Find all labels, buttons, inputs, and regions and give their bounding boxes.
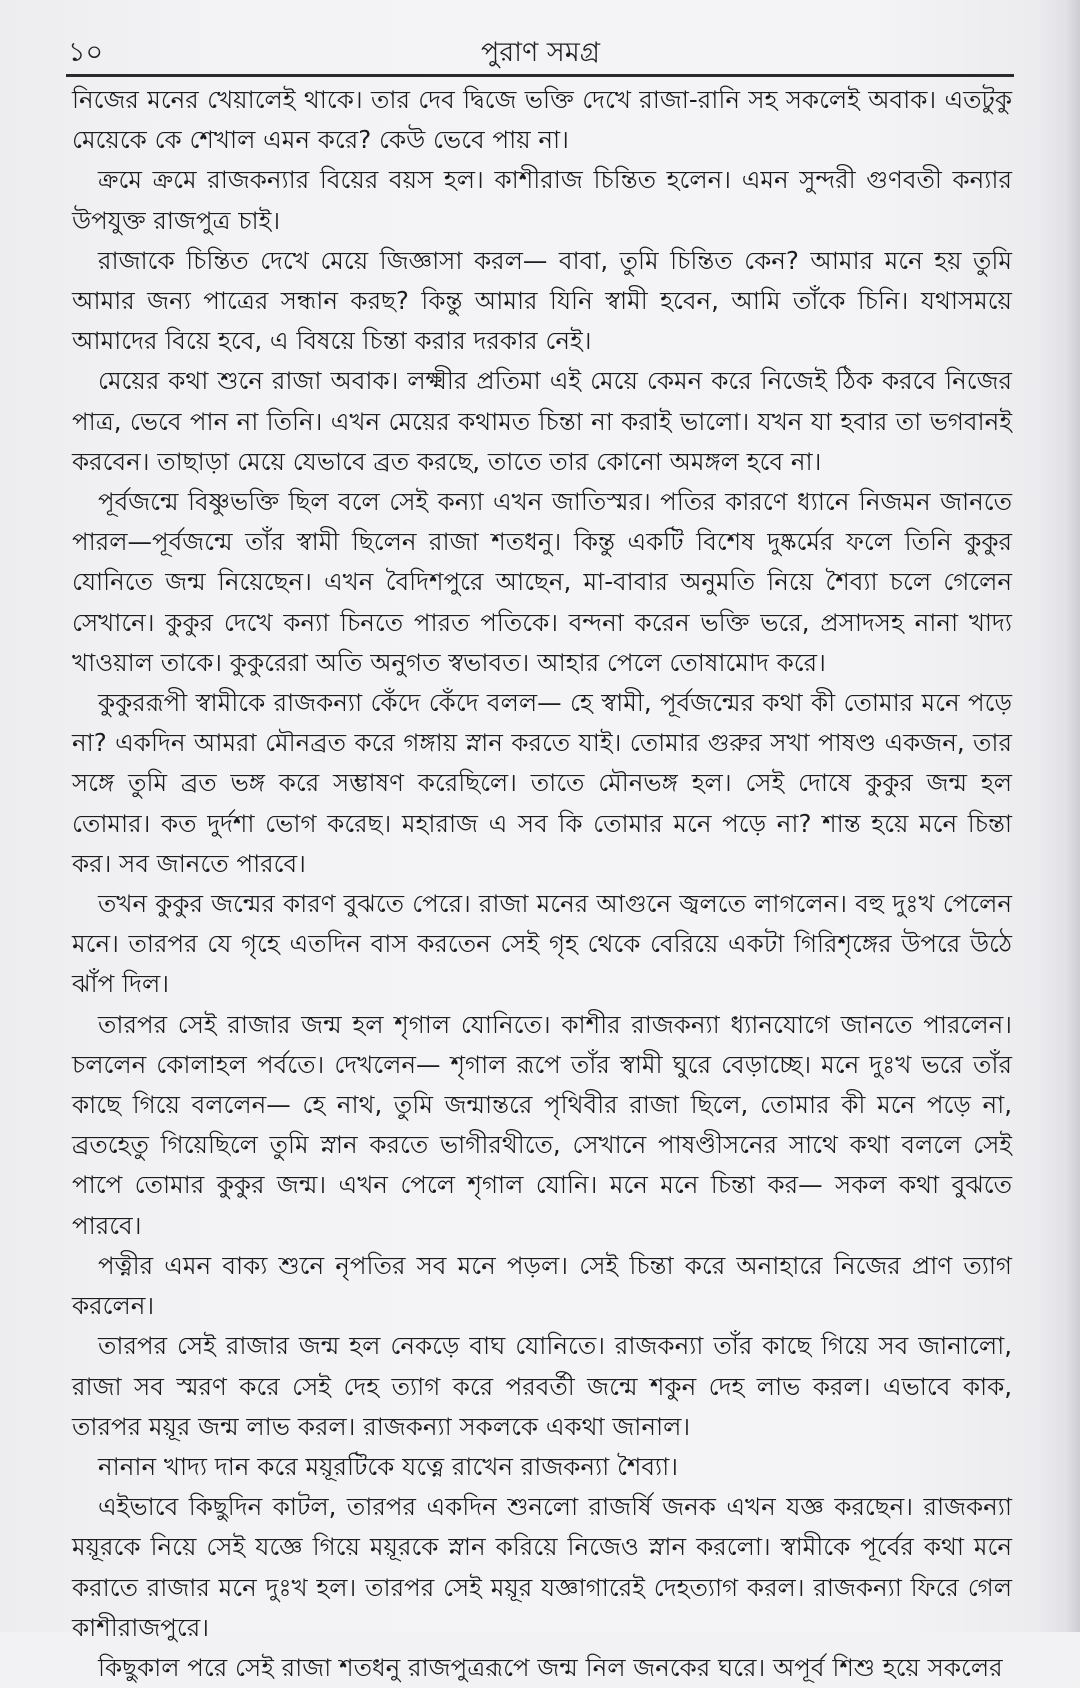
page-edge-shadow xyxy=(1066,0,1080,1632)
paragraph: পত্নীর এমন বাক্য শুনে নৃপতির সব মনে পড়ল। সেই চিন্তা করে অনাহারে নিজের প্রাণ ত্যাগ করলেন। xyxy=(72,1250,1012,1321)
paragraph: কিছুকাল পরে সেই রাজা শতধনু রাজপুত্ররূপে জন্ম নিল জনকের ঘরে। অপূর্ব শিশু হয়ে সকলের xyxy=(98,1652,1003,1682)
paragraph: তারপর সেই রাজার জন্ম হল নেকড়ে বাঘ যোনিতে। রাজকন্যা তাঁর কাছে গিয়ে সব জানালো, রাজা সব স্মরণ করে সেই দেহ ত্যাগ করে পরবর্তী জন্মে শকুন দেহ লাভ করল। এভাবে কাক, তারপর ময়ূর জন্ম লাভ করল। রাজকন্যা সকলকে একথা জানাল। xyxy=(72,1331,1012,1441)
page-header xyxy=(68,28,1013,72)
paragraph: ক্রমে ক্রমে রাজকন্যার বিয়ের বয়স হল। কাশীরাজ চিন্তিত হলেন। এমন সুন্দরী গুণবতী কন্যার উপযুক্ত রাজপুত্র চাই। xyxy=(72,165,1012,235)
book-title: পুরাণ সমগ্র xyxy=(481,37,600,68)
paragraph: পূর্বজন্মে বিষ্ণুভক্তি ছিল বলে সেই কন্যা এখন জাতিস্মর। পতির কারণে ধ্যানে নিজমন জানতে পারল—পূর্বজন্মে তাঁর স্বামী ছিলেন রাজা শতধনু। কিন্তু একটি বিশেষ দুষ্কর্মের ফলে তিনি কুকুর যোনিতে জন্ম নিয়েছেন। এখন বৈদিশপুরে আছেন, মা-বাবার অনুমতি নিয়ে শৈব্যা চলে গেলেন সেখানে। কুকুর দেখে কন্যা চিনতে পারত পতিকে। বন্দনা করেন ভক্তি ভরে, প্রসাদসহ নানা খাদ্য খাওয়াল তাকে। কুকুরেরা অতি অনুগত স্বভাবত। আহার পেলে তোষামোদ করে। xyxy=(72,487,1012,677)
paragraph: এইভাবে কিছুদিন কাটল, তারপর একদিন শুনলো রাজর্ষি জনক এখন যজ্ঞ করছেন। রাজকন্যা ময়ূরকে নিয়ে সেই যজ্ঞে গিয়ে ময়ূরকে স্নান করিয়ে নিজেও স্নান করলো। স্বামীকে পূর্বের কথা মনে করাতে রাজার মনে দুঃখ হল। তারপর সেই ময়ূর যজ্ঞাগারেই দেহত্যাগ করল। রাজকন্যা ফিরে গেল কাশীরাজপুরে। xyxy=(72,1492,1012,1642)
paragraph: নানান খাদ্য দান করে ময়ূরটিকে যত্নে রাখেন রাজকন্যা শৈব্যা। xyxy=(98,1451,679,1481)
paragraph: নিজের মনের খেয়ালেই থাকে। তার দেব দ্বিজে ভক্তি দেখে রাজা-রানি সহ সকলেই অবাক। এতটুকু মেয়েকে কে শেখাল এমন করে? কেউ ভেবে পায় না। xyxy=(72,85,1012,155)
paragraph: তখন কুকুর জন্মের কারণ বুঝতে পেরে। রাজা মনের আগুনে জ্বলতে লাগলেন। বহু দুঃখ পেলেন মনে। তারপর যে গৃহে এতদিন বাস করতেন সেই গৃহ থেকে বেরিয়ে একটা গিরিশৃঙ্গের উপরে উঠে ঝাঁপ দিল। xyxy=(72,889,1012,999)
paragraph: মেয়ের কথা শুনে রাজা অবাক। লক্ষ্মীর প্রতিমা এই মেয়ে কেমন করে নিজেই ঠিক করবে নিজের পাত্র, ভেবে পান না তিনি। এখন মেয়ের কথামত চিন্তা না করাই ভালো। যখন যা হবার তা ভগবানই করবেন। তাছাড়া মেয়ে যেভাবে ব্রত করছে, তাতে তার কোনো অমঙ্গল হবে না। xyxy=(72,366,1012,476)
paragraph: তারপর সেই রাজার জন্ম হল শৃগাল যোনিতে। কাশীর রাজকন্যা ধ্যানযোগে জানতে পারলেন। চললেন কোলাহল পর্বতে। দেখলেন— শৃগাল রূপে তাঁর স্বামী ঘুরে বেড়াচ্ছে। মনে দুঃখ ভরে তাঁর কাছে গিয়ে বললেন— হে নাথ, তুমি জন্মান্তরে পৃথিবীর রাজা ছিলে, তোমার কী মনে পড়ে না, ব্রতহেতু গিয়েছিলে তুমি স্নান করতে ভাগীরথীতে, সেখানে পাষণ্ডীসনের সাথে কথা বললে সেই পাপে তোমার কুকুর জন্ম। এখন পেলে শৃগাল যোনি। মনে মনে চিন্তা কর— সকল কথা বুঝতে পারবে। xyxy=(72,1009,1012,1240)
header-rule xyxy=(66,74,1014,77)
body-text xyxy=(72,80,1012,1688)
paragraph: কুকুররূপী স্বামীকে রাজকন্যা কেঁদে কেঁদে বলল— হে স্বামী, পূর্বজন্মের কথা কী তোমার মনে পড়ে না? একদিন আমরা মৌনব্রত করে গঙ্গায় স্নান করতে যাই। তোমার গুরুর সখা পাষণ্ড একজন, তার সঙ্গে তুমি ব্রত ভঙ্গ করে সম্ভাষণ করেছিলে। তাতে মৌনভঙ্গ হল। সেই দোষে কুকুর জন্ম হল তোমার। কত দুর্দশা ভোগ করেছ। মহারাজ এ সব কি তোমার মনে পড়ে না? শান্ত হয়ে মনে চিন্তা কর। সব জানতে পারবে। xyxy=(72,688,1012,878)
paragraph: রাজাকে চিন্তিত দেখে মেয়ে জিজ্ঞাসা করল— বাবা, তুমি চিন্তিত কেন? আমার মনে হয় তুমি আমার জন্য পাত্রের সন্ধান করছ? কিন্তু আমার যিনি স্বামী হবেন, আমি তাঁকে চিনি। যথাসময়ে আমাদের বিয়ে হবে, এ বিষয়ে চিন্তা করার দরকার নেই। xyxy=(72,245,1012,356)
page-number: ১০ xyxy=(68,37,104,68)
